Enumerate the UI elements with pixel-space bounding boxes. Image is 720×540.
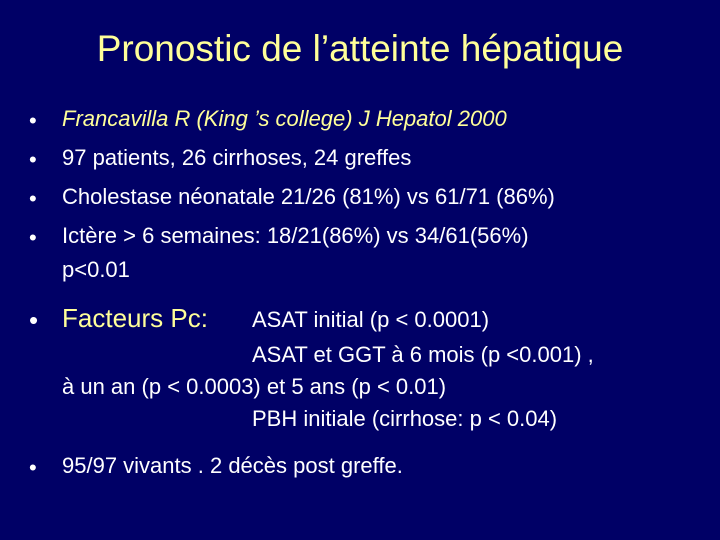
bullet-final: •	[29, 455, 37, 480]
bullet-4: •	[29, 225, 37, 250]
bullet-3: •	[29, 186, 37, 211]
bullet-facteurs: •	[29, 305, 39, 335]
bullet-2: •	[29, 147, 37, 172]
facteur-line-4: PBH initiale (cirrhose: p < 0.04)	[252, 406, 558, 431]
patients-line: 97 patients, 26 cirrhoses, 24 greffes	[62, 145, 412, 170]
facteur-line-1: ASAT initial (p < 0.0001)	[252, 307, 490, 332]
reference-line: Francavilla R (King ’s college) J Hepatol 2000	[62, 106, 507, 131]
facteurs-label: Facteurs Pc:	[62, 303, 208, 333]
survival-line: 95/97 vivants . 2 décès post greffe.	[62, 453, 403, 478]
ictere-continuation: p<0.01	[62, 257, 130, 282]
ictere-line: Ictère > 6 semaines: 18/21(86%) vs 34/61(56%)	[62, 223, 529, 248]
bullet-1: •	[29, 108, 37, 133]
facteur-line-2: ASAT et GGT à 6 mois (p <0.001) ,	[252, 342, 594, 367]
facteur-line-3: à un an (p < 0.0003) et 5 ans (p < 0.01)	[62, 374, 447, 399]
slide-title: Pronostic de l’atteinte hépatique	[96, 28, 624, 69]
cholestase-line: Cholestase néonatale 21/26 (81%) vs 61/71 (86%)	[62, 184, 555, 209]
